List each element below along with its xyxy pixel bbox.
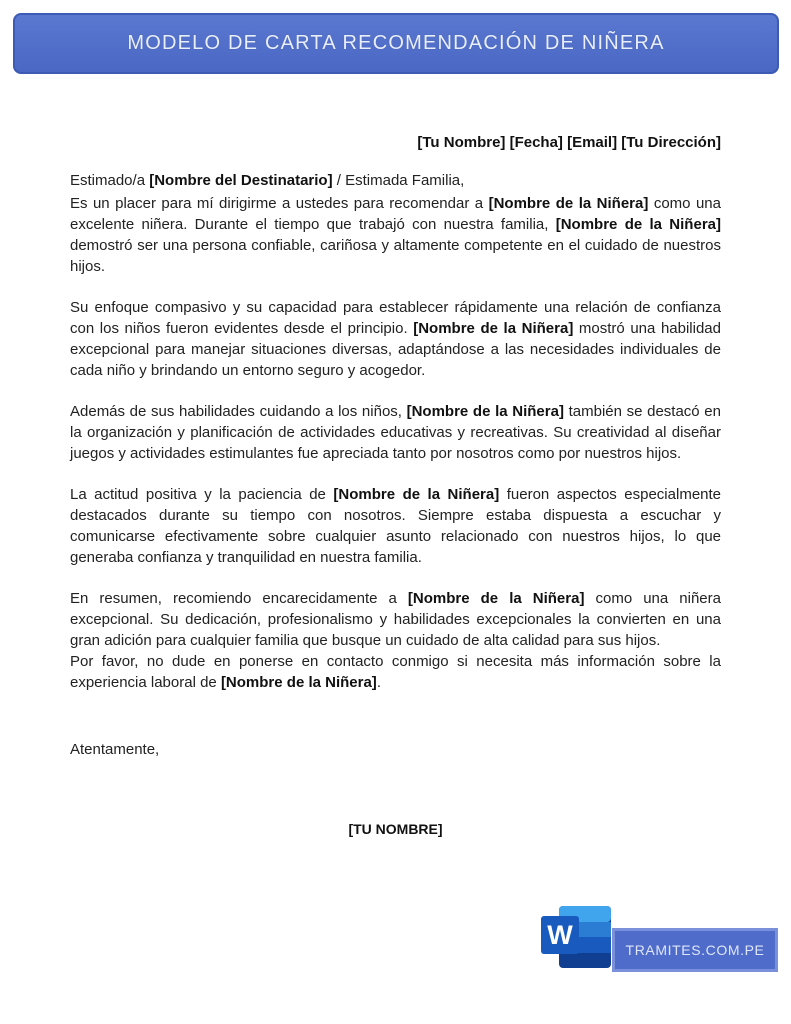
nanny-placeholder: [Nombre de la Niñera]	[220, 674, 377, 691]
document-title: MODELO DE CARTA RECOMENDACIÓN DE NIÑERA	[127, 32, 665, 54]
nanny-placeholder: [Nombre de la Niñera]	[333, 486, 500, 503]
paragraph-5: En resumen, recomiendo encarecidamente a [Nombre de la Niñera] como una niñera excepcional. Su dedicación, profesionalismo y habilidades excepcionales la convierten en una gran adición para cualquier familia que busque un cuidado de alta calidad para sus hijos.	[70, 590, 721, 649]
word-icon	[541, 906, 613, 968]
word-letter: W	[547, 920, 573, 950]
paragraph-6: Por favor, no dude en ponerse en contacto conmigo si necesita más información sobre la experiencia laboral de [Nombre de la Niñera].	[70, 653, 721, 691]
closing: Atentamente,	[70, 741, 160, 758]
recipient-placeholder: [Nombre del Destinatario]	[149, 172, 333, 189]
brand-box[interactable]	[612, 928, 778, 972]
brand-text[interactable]: TRAMITES.COM.PE	[625, 942, 765, 958]
title-banner	[13, 13, 779, 74]
paragraph-3: Además de sus habilidades cuidando a los niños, [Nombre de la Niñera] también se destacó en la organización y planificación de actividades educativas y recreativas. Su creatividad al diseñar juegos y actividades estimulantes fue apreciada tanto por nosotros como por nuestros hijos.	[70, 403, 721, 462]
paragraph-2: Su enfoque compasivo y su capacidad para establecer rápidamente una relación de confianza con los niños fueron evidentes desde el principio. [Nombre de la Niñera] mostró una habilidad excepcional para manejar situaciones diversas, adaptándose a las necesidades individuales de cada niño y brindando un entorno seguro y acogedor.	[70, 299, 721, 379]
paragraph-1: Es un placer para mí dirigirme a ustedes para recomendar a [Nombre de la Niñera] como una excelente niñera. Durante el tiempo que trabajó con nuestra familia, [Nombre de la Niñera] demostró ser una persona confiable, cariñosa y altamente competente en el cuidado de nuestros hijos.	[70, 195, 721, 275]
nanny-placeholder: [Nombre de la Niñera]	[406, 403, 564, 420]
letter-body	[70, 170, 721, 693]
nanny-placeholder: [Nombre de la Niñera]	[488, 195, 649, 212]
paragraph-4: La actitud positiva y la paciencia de [Nombre de la Niñera] fueron aspectos especialmente destacados durante su tiempo con nosotros. Siempre estaba dispuesta a escuchar y comunicarse efectivamente sobre cualquier asunto relacionado con nuestros hijos, lo que generaba confianza y tranquilidad en nuestra familia.	[70, 486, 722, 566]
nanny-placeholder: [Nombre de la Niñera]	[413, 320, 574, 337]
nanny-placeholder: [Nombre de la Niñera]	[407, 590, 585, 607]
nanny-placeholder: [Nombre de la Niñera]	[555, 216, 721, 233]
greeting: Estimado/a [Nombre del Destinatario] / Estimada Familia,	[70, 172, 465, 189]
signature: [TU NOMBRE]	[348, 821, 443, 837]
sender-header: [Tu Nombre] [Fecha] [Email] [Tu Dirección]	[417, 134, 721, 151]
